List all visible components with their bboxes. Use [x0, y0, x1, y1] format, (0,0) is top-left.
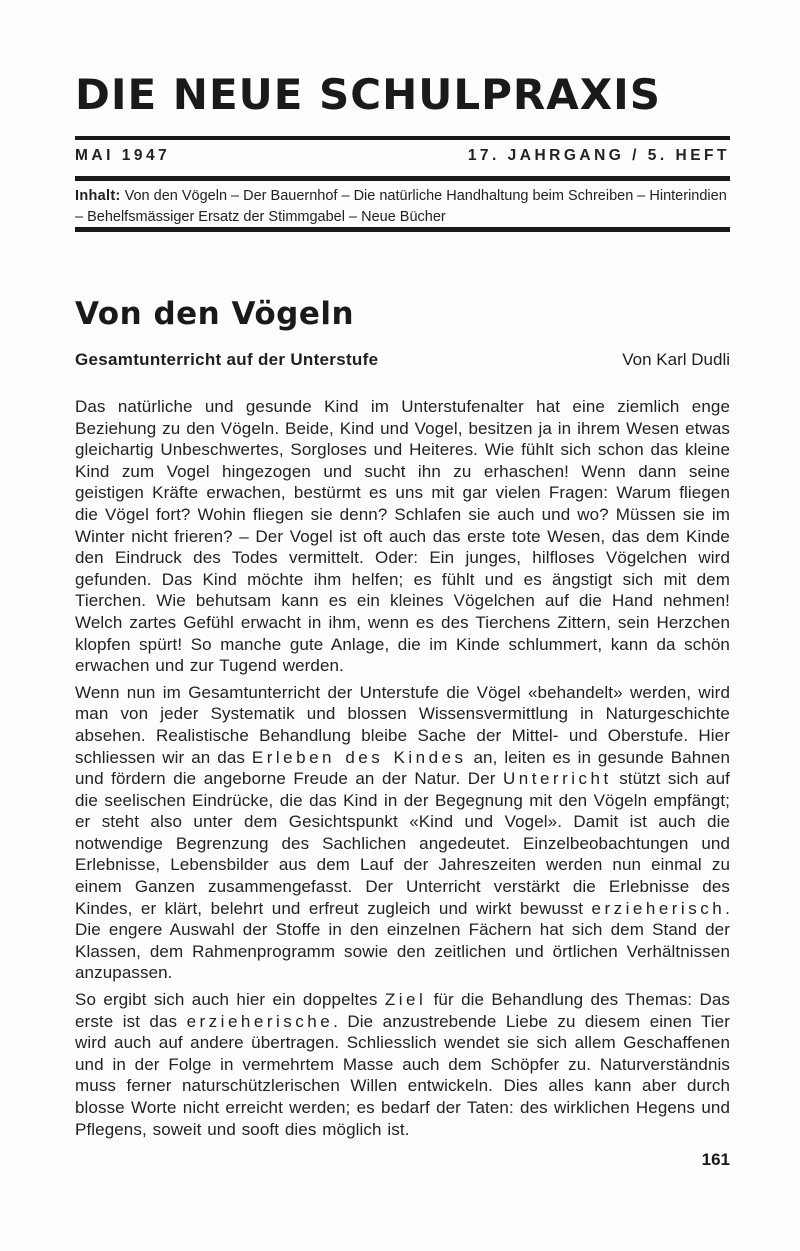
- article-body: [75, 396, 730, 1145]
- article-subtitle: Gesamtunterricht auf der Unterstufe: [75, 350, 379, 369]
- table-of-contents: [75, 186, 730, 228]
- text-run: . Die anzustrebende Liebe zu diesem einen Tier wird auch auf andere übertragen. Schliesslich wendet sie sich allem Geschaffenen und in der Folge in vermehrtem Masse auch dem Schöpfer zu. Naturverständnis muss ferner naturschützlerischen Willen entwickeln. Dies alles kann aber durch blosse Worte nicht erreicht werden; es bedarf der Taten: des wirklichen Hegens und Pflegens, soweit und sooft dies möglich ist.: [75, 1011, 730, 1139]
- divider-rule-top: [75, 136, 730, 140]
- text-run: an, leiten es in gesunde Bahnen und fördern die angeborne Freude an der Natur. Der: [75, 747, 730, 789]
- paragraph: [75, 396, 730, 677]
- text-run: Wenn nun im Gesamtunterricht der Unterstufe die Vögel «behandelt» werden, wird man von jeder Systematik und blossen Wissensvermittlung in Naturgeschichte absehen. Realistische Behandlung bleibe Sache der Mittel- und Oberstufe. Hier schliessen wir an das: [75, 682, 730, 767]
- text-run: . Die engere Auswahl der Stoffe in den einzelnen Fächern hat sich dem Stand der Klassen, dem Rahmenprogramm sowie den zeitlichen und örtlichen Verhältnissen anzupassen.: [75, 898, 730, 983]
- masthead-title: DIE NEUE SCHULPRAXIS: [75, 70, 662, 119]
- dateline: [75, 147, 730, 165]
- issue-date: MAI 1947: [75, 147, 171, 164]
- divider-rule-bottom: [75, 227, 730, 232]
- emphasized-text-run: Unterricht: [503, 769, 612, 789]
- toc-label: Inhalt:: [75, 188, 121, 204]
- article-author: Von Karl Dudli: [622, 350, 730, 369]
- text-run: stützt sich auf die seelischen Eindrücke, die das Kind in der Begegnung mit den Vögeln empfängt; er steht also unter dem Gesichtspunkt «Kind und Vogel». Damit ist auch die notwendige Begrenzung des Sachlichen angedeutet. Einzelbeobachtungen und Erlebnisse, Lebensbilder aus dem Lauf der Jahreszeiten werden nun einmal zu einem Ganzen zusammengefasst. Der Unterricht verstärkt die Erlebnisse des Kindes, er klärt, belehrt und erfreut zugleich und wirkt bewusst: [75, 769, 730, 918]
- toc-items: Von den Vögeln – Der Bauernhof – Die natürliche Handhaltung beim Schreiben – Hinterindien – Behelfsmässiger Ersatz der Stimmgabel – Neue Bücher: [75, 188, 727, 225]
- text-run: So ergibt sich auch hier ein doppeltes: [75, 990, 385, 1010]
- emphasized-text-run: Erleben des Kindes: [251, 747, 467, 767]
- byline-row: [75, 350, 730, 370]
- paragraph: [75, 989, 730, 1140]
- divider-rule-middle: [75, 176, 730, 181]
- text-run: Das natürliche und gesunde Kind im Unterstufenalter hat eine ziemlich enge Beziehung zu den Vögeln. Beide, Kind und Vogel, besitzen ja in ihrem Wesen etwas gleichartig Unbeschwertes, Sorgloses und Heiteres. Wie fühlt sich schon das kleine Kind zum Vogel hingezogen und sucht ihn zu erhaschen! Wenn dann seine geistigen Kräfte erwachen, bestürmt es uns mit gar vielen Fragen: Warum fliegen die Vögel fort? Wohin fliegen sie denn? Schlafen sie auch und wo? Müssen sie im Winter nicht frieren? – Der Vogel ist oft auch das erste tote Wesen, das dem Kinde den Eindruck des Todes vermittelt. Oder: Ein junges, hilfloses Vögelchen wird gefunden. Das Kind möchte ihm helfen; es fühlt und es ängstigt sich mit dem Tierchen. Wie behutsam kann es ein kleines Vögelchen auf die Hand nehmen! Welch zartes Gefühl erwacht in ihm, wenn es des Tierchens Zittern, sein Herzchen klopfen spürt! So manche gute Anlage, die im Kinde schlummert, kann da schön erwachen und zur Tugend werden.: [75, 397, 730, 676]
- page-number: 161: [701, 1150, 730, 1169]
- emphasized-text-run: Ziel: [384, 990, 427, 1010]
- text-run: für die Behandlung des Themas: Das erste ist das: [75, 990, 730, 1031]
- emphasized-text-run: erzieherisch: [591, 898, 726, 918]
- paragraph: [75, 682, 730, 984]
- issue-volume-info: 17. JAHRGANG / 5. HEFT: [467, 147, 730, 164]
- article-title: Von den Vögeln: [75, 296, 355, 332]
- emphasized-text-run: erzieherische: [186, 1011, 334, 1031]
